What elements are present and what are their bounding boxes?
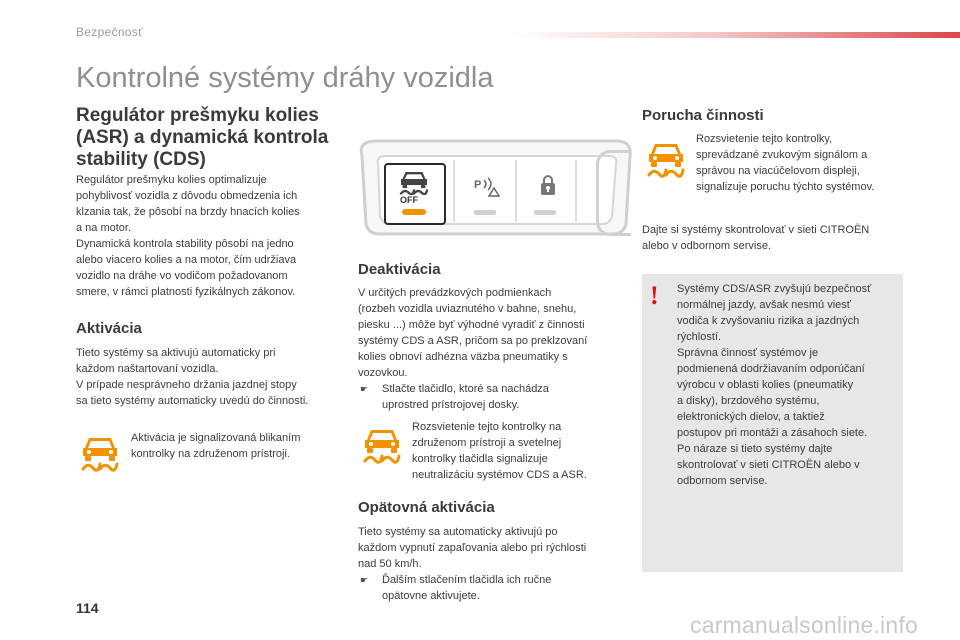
reactivation-paragraph [358,524,586,604]
off-label: OFF [400,195,418,205]
text-line: postupov pri montáži a zásahoch siete. [677,427,868,439]
main-heading-line: stability (CDS) [76,149,206,170]
adjacent-panel [596,150,631,236]
warning-text [677,281,871,489]
bullet-line: ☛ Stlačte tlačidlo, ktoré sa nachádza [358,381,587,397]
exclamation-icon: ! [650,281,659,310]
child-lock-icon [538,172,558,198]
text-line: Správna činnosť systémov je [677,347,819,359]
text-line: normálnej jazdy, avšak nesmú viesť [677,299,851,311]
deactivation-paragraph [358,285,587,413]
text-line: signalizuje poruchu týchto systémov. [696,181,875,193]
text-line: a disky), brzdového systému, [677,395,820,407]
esp-warning-icon [646,138,686,178]
text-line: kontrolky tlačidla signalizuje [412,453,548,465]
text-line: Tieto systémy sa aktivujú automaticky pri [76,347,276,359]
main-heading-line: Regulátor prešmyku kolies [76,105,319,126]
page-number: 114 [76,600,99,616]
text-line: Rozsvietenie tejto kontrolky, [696,133,833,145]
text-line: Tieto systémy sa automaticky aktivujú po [358,526,558,538]
deactivation-heading: Deaktivácia [358,261,441,278]
text-line: (rozbeh vozidla uviaznutého v bahne, snehu, [358,303,577,315]
page-title: Kontrolné systémy dráhy vozidla [76,62,494,94]
esp-off-button[interactable] [384,163,446,225]
text-line: elektronických dielov, a taktiež [677,411,825,423]
text-line: odbornom servise. [677,475,768,487]
text-line: výrobcu v oblasti kolies (pneumatiky [677,379,854,391]
text-line: skontrolovať v sieti CITROËN alebo v [677,459,860,471]
text-line: každom naštartovaní vozidla. [76,363,219,375]
text-line: rýchlostí. [677,331,722,343]
off-indicator-light [402,209,426,215]
text-line: V prípade nesprávneho držania jazdnej stopy [76,379,297,391]
text-line: vodiča k zvyšovaniu rizika a jazdných [677,315,860,327]
text-line: Regulátor prešmyku kolies optimalizuje [76,174,267,186]
header-accent-bar [510,32,960,38]
reactivation-heading: Opätovná aktivácia [358,499,495,516]
watermark: carmanualsonline.info [690,612,918,638]
bullet-line: ☛ Ďalším stlačením tlačidla ich ručne [358,572,586,588]
failure-paragraph [642,222,869,254]
esp-warning-icon [80,432,120,472]
text-line: smere, v rámci platnosti fyzikálnych zákonov. [76,286,296,298]
text-line: a na motor. [76,222,132,234]
text-line: kolies obnoví adhézna väzba pneumatiky s [358,351,568,363]
activation-paragraph [76,345,308,409]
bullet-continuation: opätovne aktivujete. [382,590,480,602]
text-line: alebo viacero kolies a na motor, čím udržiava [76,254,297,266]
text-line: Aktivácia je signalizovaná blikaním [131,432,301,444]
text-line: vozovkou. [358,367,408,379]
text-line: združenom prístroji a svetelnej [412,437,562,449]
text-line: Dajte si systémy skontrolovať v sieti CITROËN [642,224,870,236]
text-line: Dynamická kontrola stability pôsobí na jedno [76,238,294,250]
section-label: Bezpečnosť [76,25,143,39]
text-line: vozidlo na dráhe vo vodičom požadovanom [76,270,288,282]
esp-button-icon [398,169,430,195]
text-line: nad 50 km/h. [358,558,422,570]
deactivation-note [412,419,587,483]
text-line: neutralizáciu systémov CDS a ASR. [412,469,587,481]
text-line: Rozsvietenie tejto kontrolky na [412,421,562,433]
text-line: systémy CDS a ASR, pričom sa po preklzovaní [358,335,588,347]
main-heading [76,105,346,171]
text-line: klzania tak, že pôsobí na brzdy hnacích kolies [76,206,300,218]
failure-heading: Porucha činnosti [642,107,764,124]
text-line: kontrolky na združenom prístroji. [131,448,290,460]
bullet-continuation: uprostred prístrojovej dosky. [382,399,520,411]
text-line: Po náraze si tieto systémy dajte [677,443,833,455]
text-line: sa tieto systémy automaticky uvedú do činnosti. [76,395,309,407]
text-line: pohyblivosť vozidla z dôvodu obmedzenia ich [76,190,298,202]
activation-heading: Aktivácia [76,320,142,337]
activation-note [131,430,300,462]
text-line: Systémy CDS/ASR zvyšujú bezpečnosť [677,283,872,295]
text-line: piesku ...) môže byť výhodné vyradiť z činnosti [358,319,585,331]
esp-warning-icon [362,424,402,464]
text-line: V určitých prevádzkových podmienkach [358,287,552,299]
svg-text:P: P [474,179,482,191]
text-line: každom vypnutí zapaľovania alebo pri rýchlosti [358,542,587,554]
intro-paragraph [76,172,300,300]
text-line: podmienená dodržiavaním odporúčaní [677,363,865,375]
text-line: alebo v odbornom servise. [642,240,772,252]
failure-note [696,131,874,195]
text-line: správou na viacúčelovom displeji, [696,165,860,177]
main-heading-line: (ASR) a dynamická kontrola [76,127,329,148]
parking-sensor-icon [472,176,502,198]
text-line: sprevádzané zvukovým signálom a [696,149,868,161]
